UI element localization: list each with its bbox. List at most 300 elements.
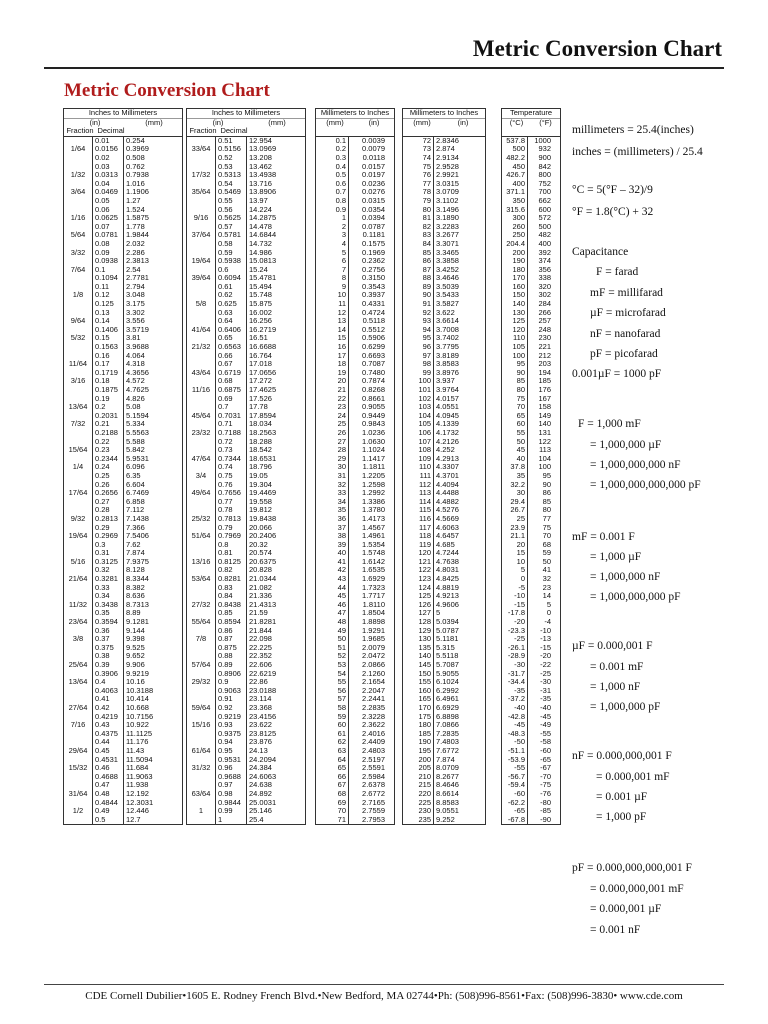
table-cell: 47/64 <box>191 454 211 463</box>
table-cell: 0.1969 <box>362 248 385 257</box>
table-cell: 11.1125 <box>126 729 152 738</box>
col-unit-mm: (mm) <box>326 118 344 127</box>
table-cell: 24.2094 <box>249 755 277 764</box>
table-cell: 21 <box>337 386 346 394</box>
table-cell: 0.27 <box>95 497 110 506</box>
table-cell: 0.4844 <box>95 798 118 807</box>
table-cell: 22.606 <box>249 661 272 669</box>
table-cell: 0.14 <box>95 317 110 326</box>
table-cell: 0.6 <box>218 265 229 274</box>
table-cell <box>187 644 215 653</box>
col-unit-in: (in) <box>457 118 469 127</box>
table-cell: 90 <box>516 368 525 377</box>
table-cell: 5/64 <box>70 231 86 240</box>
table-cell: 7/16 <box>70 721 86 730</box>
table-cell: 5.315 <box>436 643 455 652</box>
table-cell: 5 <box>520 566 525 575</box>
table-cell: 0.3 <box>95 540 106 549</box>
table-cell: 0.02 <box>95 153 110 162</box>
table-cell <box>187 163 215 172</box>
table-cell: 0.34 <box>95 592 110 601</box>
table-cell: -15 <box>514 600 525 609</box>
table-cell: 8.0709 <box>436 764 459 773</box>
table-cell: 74 <box>422 153 431 162</box>
table-cell: -5 <box>518 583 525 592</box>
table-cell: 0.4 <box>335 162 346 171</box>
table-cell: 180 <box>512 265 525 274</box>
table-cell: 37 <box>337 523 346 532</box>
table-cell: 0.15 <box>95 334 110 343</box>
table-cell: 4.2913 <box>436 454 459 463</box>
table-cell: 80 <box>422 205 431 214</box>
table-cell: -23.3 <box>507 626 525 635</box>
table-cell: 4.4488 <box>436 489 459 498</box>
table-cell: 0.7188 <box>218 428 241 437</box>
table-cell: 107 <box>418 437 431 446</box>
table-cell: 7.5406 <box>126 532 149 541</box>
table-cell: 1.27 <box>126 196 141 205</box>
table-cell: -40 <box>514 703 525 712</box>
table-cell: 86 <box>542 489 551 498</box>
table-cell: 24.892 <box>249 789 272 798</box>
table-cell: 41/64 <box>191 325 211 334</box>
table-cell <box>64 163 92 172</box>
table-cell: 43 <box>337 575 346 584</box>
table-cell: 842 <box>538 162 551 171</box>
table-cell: 0.98 <box>218 789 233 798</box>
table-cell: 2 <box>341 222 346 231</box>
table-cell <box>187 713 215 722</box>
table-cell: 0.6563 <box>218 343 241 352</box>
table-cell: 3.1496 <box>436 205 459 214</box>
table-cell: 20 <box>516 540 525 549</box>
table-cell <box>64 438 92 447</box>
table-cell <box>187 137 215 146</box>
table-cell: 21/32 <box>191 343 211 352</box>
table-cell: 0.2031 <box>95 411 118 420</box>
table-cell: -49 <box>540 721 551 730</box>
table-cell: 3.1102 <box>436 196 459 205</box>
table-cell: 126 <box>418 600 431 609</box>
table-cell: 23.876 <box>249 738 272 747</box>
table-cell: 59 <box>337 712 346 721</box>
nanofarad-eq-1: nF = 0.000,000,001 F <box>572 750 672 762</box>
table-group-title: Inches to Millimeters <box>64 109 182 119</box>
table-cell: 5.08 <box>126 403 141 412</box>
table-cell: 0.4 <box>95 678 106 687</box>
table-cell: 17.018 <box>249 360 272 369</box>
nanofarad-eq-4: = 1,000 pF <box>596 811 647 823</box>
table-cell: 5 <box>436 609 441 618</box>
table-cell: 6.1024 <box>436 678 459 687</box>
table-cell: 17/32 <box>191 171 211 180</box>
table-cell: 170 <box>512 274 525 283</box>
table-cell: 15/32 <box>68 764 88 773</box>
table-cell: 130 <box>418 635 431 644</box>
picofarad-eq-3: = 0.000,001 µF <box>590 903 662 915</box>
table-cell: 426.7 <box>506 171 525 180</box>
table-cell: 0.6 <box>335 179 346 188</box>
table-cell: 0.84 <box>218 592 233 601</box>
nanofarad-eq-2: = 0.000,001 mF <box>596 771 670 783</box>
table-cell: 7/8 <box>195 635 207 644</box>
table-cell: 0.7874 <box>362 377 385 386</box>
table-cell: 0.5 <box>335 171 346 180</box>
table-cell: 69 <box>337 798 346 807</box>
table-cell: 23/64 <box>68 618 88 627</box>
table-cell: 2.5591 <box>362 764 385 773</box>
table-cell: 37.8 <box>510 463 525 472</box>
table-cell: 47 <box>337 609 346 618</box>
table-cell: 0.9 <box>218 678 229 687</box>
table-cell: 7 <box>341 265 346 274</box>
table-cell: 0.87 <box>218 635 233 644</box>
table-cell: 8.2677 <box>436 772 459 781</box>
table-cell: 0.99 <box>218 807 233 816</box>
table-cell: 77 <box>422 179 431 188</box>
table-cell <box>64 300 92 309</box>
table-cell: 16.002 <box>249 308 272 317</box>
table-cell: 0.76 <box>218 480 233 489</box>
capacitance-example: 0.001µF = 1000 pF <box>572 368 662 380</box>
table-cell <box>64 240 92 249</box>
table-cell: 4.3656 <box>126 368 149 377</box>
table-cell: 21.336 <box>249 592 272 601</box>
table-cell: 52 <box>337 652 346 661</box>
table-cell: 25.146 <box>249 807 272 816</box>
col-celsius <box>502 137 527 825</box>
table-cell: 2.6772 <box>362 789 385 798</box>
table-cell: 65 <box>516 411 525 420</box>
table-cell: 3.302 <box>126 308 145 317</box>
table-cell: 16 <box>337 343 346 352</box>
table-cell: 21.59 <box>249 609 268 618</box>
table-cell: 4.0551 <box>436 403 459 412</box>
table-cell: 125 <box>512 317 525 326</box>
table-cell: 221 <box>538 343 551 352</box>
table-cell: 160 <box>418 686 431 695</box>
table-cell: 80 <box>516 386 525 394</box>
table-cell: 49/64 <box>191 489 211 498</box>
table-cell: 33/64 <box>191 145 211 154</box>
table-cell: 53 <box>337 661 346 669</box>
table-cell: 0.77 <box>218 497 233 506</box>
table-cell <box>64 395 92 404</box>
table-cell: 127 <box>418 609 431 618</box>
table-cell: 1.3386 <box>362 497 385 506</box>
table-cell: 2.6378 <box>362 781 385 790</box>
table-cell: 4.4094 <box>436 480 459 489</box>
table-cell: 284 <box>538 300 551 309</box>
table-cell: 29 <box>337 454 346 463</box>
table-cell: 0.3937 <box>362 291 385 300</box>
table-cell: 0.508 <box>126 153 145 162</box>
table-cell: 3.622 <box>436 308 455 317</box>
table-cell: 2.4803 <box>362 746 385 755</box>
table-cell: 98 <box>422 360 431 369</box>
table-cell: 2.874 <box>436 145 455 154</box>
col-unit-f: (°F) <box>539 118 552 127</box>
table-cell: 3.4646 <box>436 274 459 283</box>
table-cell: 1.6142 <box>362 557 385 566</box>
table-cell: 96 <box>422 343 431 352</box>
col-unit-c: (°C) <box>509 118 524 127</box>
table-cell <box>187 283 215 292</box>
table-cell: 2.1654 <box>362 678 385 687</box>
table-cell: 3.0709 <box>436 188 459 197</box>
table-cell <box>187 223 215 232</box>
table-cell: 60 <box>337 721 346 730</box>
table-cell: 0.2344 <box>95 454 118 463</box>
table-cell: 48 <box>337 618 346 627</box>
table-cell: 0.0313 <box>95 171 118 180</box>
table-cell: 5.1594 <box>126 411 149 420</box>
table-cell: 0.0625 <box>95 214 118 223</box>
table-cell: 4.6063 <box>436 523 459 532</box>
table-cell <box>64 429 92 438</box>
table-cell: 165 <box>418 695 431 704</box>
table-cell: 105 <box>418 420 431 429</box>
table-cell: 19.4469 <box>249 489 277 498</box>
table-cell: 155 <box>418 678 431 687</box>
col-fahrenheit <box>527 137 553 825</box>
table-cell: 3/8 <box>72 635 84 644</box>
table-cell: 8.89 <box>126 609 141 618</box>
table-cell: -30 <box>514 661 525 669</box>
table-cell: 3.556 <box>126 317 145 326</box>
table-cell: 93 <box>422 317 431 326</box>
table-cell: 19.812 <box>249 506 272 515</box>
table-cell: -80 <box>540 798 551 807</box>
table-cell: 8.4646 <box>436 781 459 790</box>
table-cell: 110 <box>419 463 431 472</box>
table-cell: 23.622 <box>249 721 272 730</box>
table-cell: 0.1719 <box>95 368 118 377</box>
table-cell: 0.9844 <box>218 798 241 807</box>
table-cell: 0.57 <box>218 222 233 231</box>
table-cell: 72 <box>422 136 431 145</box>
table-cell: 65 <box>337 764 346 773</box>
table-cell: 5.0787 <box>436 626 459 635</box>
table-cell: 0.625 <box>218 300 237 309</box>
table-cell: 400 <box>512 179 525 188</box>
table-cell: 5/8 <box>195 300 207 309</box>
table-cell: 0.0787 <box>362 222 385 231</box>
table-cell: 2.2835 <box>362 703 385 712</box>
table-cell: 5.334 <box>126 420 145 429</box>
table-cell: -62.2 <box>507 798 525 807</box>
millifarad-eq-4: = 1,000,000,000 pF <box>590 591 681 603</box>
table-cell: 0.05 <box>95 196 110 205</box>
table-cell: 374 <box>538 257 551 266</box>
table-cell: 1.4567 <box>362 523 385 532</box>
table-cell: 0.9 <box>335 205 346 214</box>
table-cell <box>187 291 215 300</box>
col-mm <box>403 137 433 825</box>
table-cell: 3.175 <box>126 300 145 309</box>
table-cell: 0.83 <box>218 583 233 592</box>
table-cell: 12.446 <box>126 807 149 816</box>
table-cell: 392 <box>538 248 551 257</box>
table-cell: 16.6688 <box>249 343 277 352</box>
table-cell <box>187 687 215 696</box>
table-cell: 5.7087 <box>436 661 459 669</box>
table-cell: 3/4 <box>195 471 207 480</box>
table-cell: 19 <box>337 368 346 377</box>
table-cell: 0.9055 <box>362 403 385 412</box>
table-cell: 0.53 <box>218 162 233 171</box>
table-cell: 0.2813 <box>95 514 118 523</box>
table-cell: 135 <box>418 643 431 652</box>
table-cell: 21.082 <box>249 583 272 592</box>
table-cell: -10 <box>514 592 525 601</box>
table-cell: 600 <box>538 205 551 214</box>
table-cell: 700 <box>538 188 551 197</box>
table-cell: 3.2677 <box>436 231 459 240</box>
table-cell: 0.5156 <box>218 145 241 154</box>
table-cell: 17.526 <box>249 394 272 403</box>
table-cell <box>64 283 92 292</box>
table-cell: 0.0156 <box>95 145 118 154</box>
table-cell: 2.9134 <box>436 153 459 162</box>
table-cell: 0.82 <box>218 566 233 575</box>
table-cell: 120 <box>418 549 431 558</box>
table-cell: 10 <box>337 291 346 300</box>
table-cell: 100 <box>418 377 431 386</box>
table-cell: 12.954 <box>249 136 272 145</box>
table-cell: 11.5094 <box>126 755 153 764</box>
table-cell <box>187 609 215 618</box>
table-cell: 4.1339 <box>436 420 459 429</box>
table-cell: 18.034 <box>249 420 272 429</box>
table-cell: 63 <box>337 746 346 755</box>
table-cell: 17.4625 <box>249 386 277 394</box>
table-cell: 13.462 <box>249 162 272 171</box>
table-cell: 0.55 <box>218 196 233 205</box>
table-cell <box>187 154 215 163</box>
table-cell: 11.43 <box>126 746 145 755</box>
table-cell: 77 <box>542 514 551 523</box>
table-cell: 185 <box>418 729 431 738</box>
table-cell: 158 <box>538 403 551 412</box>
table-cell: 0.0276 <box>362 188 385 197</box>
col-fraction <box>187 137 215 825</box>
table-cell: 4.685 <box>436 540 455 549</box>
table-cell: 6.7469 <box>126 489 149 498</box>
table-cell: -35 <box>540 695 551 704</box>
table-cell: 13 <box>337 317 346 326</box>
table-cell: 2.032 <box>126 239 145 248</box>
table-cell: 0.1181 <box>362 231 385 240</box>
table-cell: 482 <box>538 231 551 240</box>
table-cell: 15/16 <box>191 721 211 730</box>
table-cell: 0.9375 <box>218 729 241 738</box>
table-cell: 61/64 <box>191 746 211 755</box>
table-cell: 0.29 <box>95 523 110 532</box>
farad-eq-4: = 1,000,000,000,000 pF <box>590 479 701 491</box>
table-cell: 0.2 <box>95 403 106 412</box>
table-cell: 19.558 <box>249 497 272 506</box>
table-cell: 0.96 <box>218 764 233 773</box>
chart-title: Metric Conversion Chart <box>64 80 270 101</box>
table-cell: 21.4313 <box>249 600 277 609</box>
table-cell: 23.0188 <box>249 686 277 695</box>
table-cell: 3.1890 <box>436 214 459 223</box>
table-cell <box>64 687 92 696</box>
table-cell: 37/64 <box>191 231 211 240</box>
picofarad-eq-4: = 0.001 nF <box>590 924 641 936</box>
table-cell: 167 <box>538 394 551 403</box>
table-cell: 45 <box>516 446 525 455</box>
table-cell: 0.4219 <box>95 712 118 721</box>
table-cell: 0.79 <box>218 523 233 532</box>
table-cell: 17/64 <box>68 489 88 498</box>
table-cell: 6.096 <box>126 463 145 472</box>
table-cell: 0.7969 <box>218 532 241 541</box>
table-cell: 0.81 <box>218 549 233 558</box>
table-cell: 3.048 <box>126 291 145 300</box>
table-cell: 25.4 <box>249 815 264 824</box>
table-cell: 23.9 <box>510 523 525 532</box>
table-cell <box>187 498 215 507</box>
table-cell: 900 <box>538 153 551 162</box>
table-cell: 3.7008 <box>436 325 459 334</box>
table-cell: 3.8976 <box>436 368 459 377</box>
table-cell <box>64 549 92 558</box>
table-cell: 338 <box>538 274 551 283</box>
table-cell: 19/64 <box>68 532 88 541</box>
col-mm <box>316 137 348 825</box>
table-cell: 11/32 <box>68 600 88 609</box>
table-cell: 14.732 <box>249 239 272 248</box>
table-cell: 0.3906 <box>95 669 118 678</box>
table-cell: 4.6457 <box>436 532 459 541</box>
table-cell: 0.0315 <box>362 196 385 205</box>
footer-rule <box>44 984 724 985</box>
table-cell: 85 <box>542 497 551 506</box>
table-cell: 140 <box>418 652 431 661</box>
table-cell: 19.05 <box>249 471 268 480</box>
table-cell: 1.2992 <box>362 489 385 498</box>
table-cell: 3/64 <box>70 188 86 197</box>
table-cell: 5.842 <box>126 446 145 455</box>
table-cell: 15/64 <box>68 446 88 455</box>
table-cell: 20.828 <box>249 566 272 575</box>
table-cell: 4.7638 <box>436 557 459 566</box>
table-cell: 11 <box>338 300 346 309</box>
table-cell <box>64 369 92 378</box>
table-cell: 302 <box>538 291 551 300</box>
header-title: Metric Conversion Chart <box>472 36 722 61</box>
table-cell: 350 <box>512 196 525 205</box>
table-cell: 11/64 <box>68 360 88 369</box>
table-cell: -35 <box>514 686 525 695</box>
farad-eq-2: = 1,000,000 µF <box>590 439 662 451</box>
table-cell: 0.5781 <box>218 231 241 240</box>
table-inches-to-mm-1 <box>63 108 183 825</box>
table-cell: 35 <box>516 471 525 480</box>
table-cell: 3.5039 <box>436 282 459 291</box>
table-cell: 215 <box>418 781 431 790</box>
table-cell: 0.17 <box>95 360 110 369</box>
table-cell: 73 <box>422 145 431 154</box>
table-cell: 3.3071 <box>436 239 459 248</box>
table-cell: 6.2992 <box>436 686 459 695</box>
table-cell: 0.78 <box>218 506 233 515</box>
table-cell: 23.114 <box>249 695 272 704</box>
table-cell: 13.0969 <box>249 145 277 154</box>
col-inch <box>433 137 478 825</box>
